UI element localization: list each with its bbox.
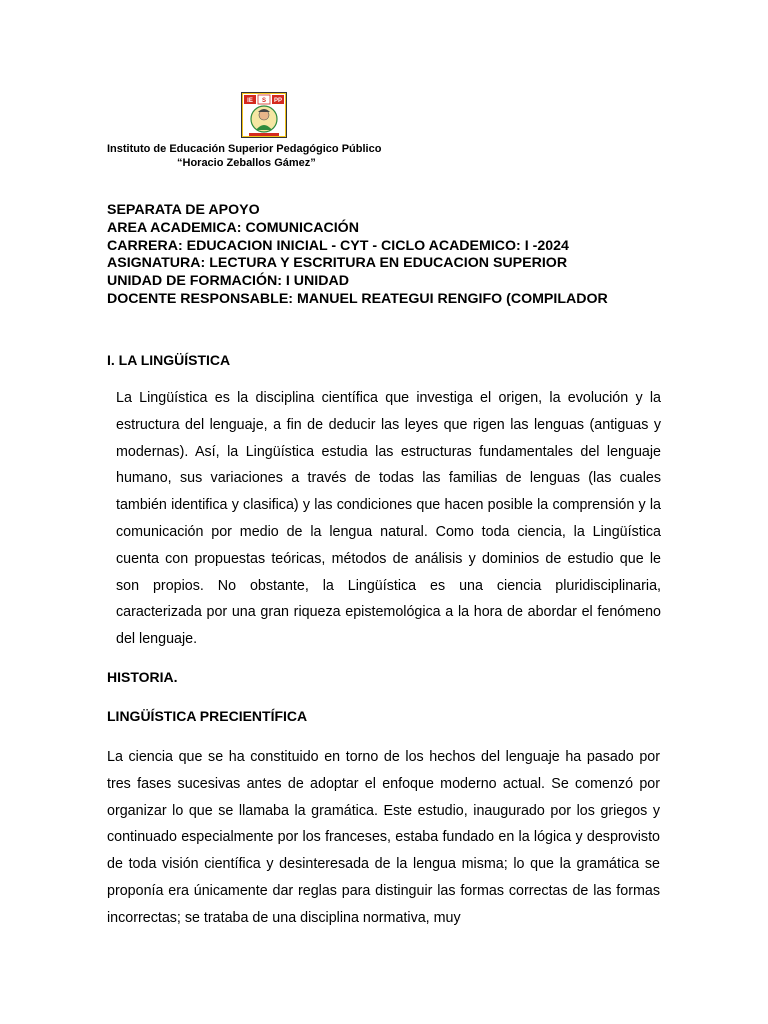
institute-logo-icon [241,92,287,138]
header-line-asignatura: ASIGNATURA: LECTURA Y ESCRITURA EN EDUCACION SUPERIOR [107,255,568,272]
paragraph-linguistica: La Lingüística es la disciplina científica que investiga el origen, la evolución y la estructura del lenguaje, a fin de deducir las leyes que rigen las lenguas (antiguas y modernas). Así, la Lingüística estudia las estructuras fundamentales del lenguaje humano, sus variaciones a través de todas las familias de lenguas (las cuales también identifica y clasifica) y las condiciones que hacen posible la comprensión y la comunicación por medio de la lengua natural. Como toda ciencia, la Lingüística cuenta con propuestas teóricas, métodos de análisis y dominios de estudio que le son propios. No obstante, la Lingüística es una ciencia pluridisciplinaria, caracterizada por una gran riqueza epistemológica a la hora de abordar el fenómeno del lenguaje. [116,390,661,648]
header-line-unidad: UNIDAD DE FORMACIÓN: I UNIDAD [107,273,349,290]
header-line-docente: DOCENTE RESPONSABLE: MANUEL REATEGUI RENGIFO (COMPILADOR [107,290,608,307]
header-line-carrera: CARRERA: EDUCACION INICIAL - CYT - CICLO ACADEMICO: I -2024 [107,237,569,254]
institute-name [107,142,407,170]
logo-letters-pp: PP [273,98,283,104]
institute-subname-line: “Horacio Zeballos Gámez” [177,157,316,169]
paragraph-precientifica: La ciencia que se ha constituido en torno de los hechos del lenguaje ha pasado por tres fases sucesivas antes de adoptar el enfoque moderno actual. Se comenzó por organizar lo que se llamaba la gramática. Este estudio, inaugurado por los griegos y continuado especialmente por los franceses, estaba fundado en la lógica y desprovisto de toda visión científica y desinteresada de la lengua misma; lo que la gramática se proponía era únicamente dar reglas para distinguir las formas correctas de las formas incorrectas; se trataba de una disciplina normativa, muy [107,749,660,926]
header-line-title: SEPARATA DE APOYO [107,202,260,218]
section-title-linguistica: I. LA LINGÜÍSTICA [107,352,231,368]
logo-letters-s: S [261,98,267,104]
institute-name-line: Instituto de Educación Superior Pedagógico Público [107,143,382,155]
logo-letters-ie: IE [247,98,253,104]
section-title-precientifica: LINGÜÍSTICA PRECIENTÍFICA [107,708,308,724]
document-header [107,202,667,309]
section-title-historia: HISTORIA. [107,669,178,685]
header-line-area: AREA ACADEMICA: COMUNICACIÓN [107,219,359,236]
